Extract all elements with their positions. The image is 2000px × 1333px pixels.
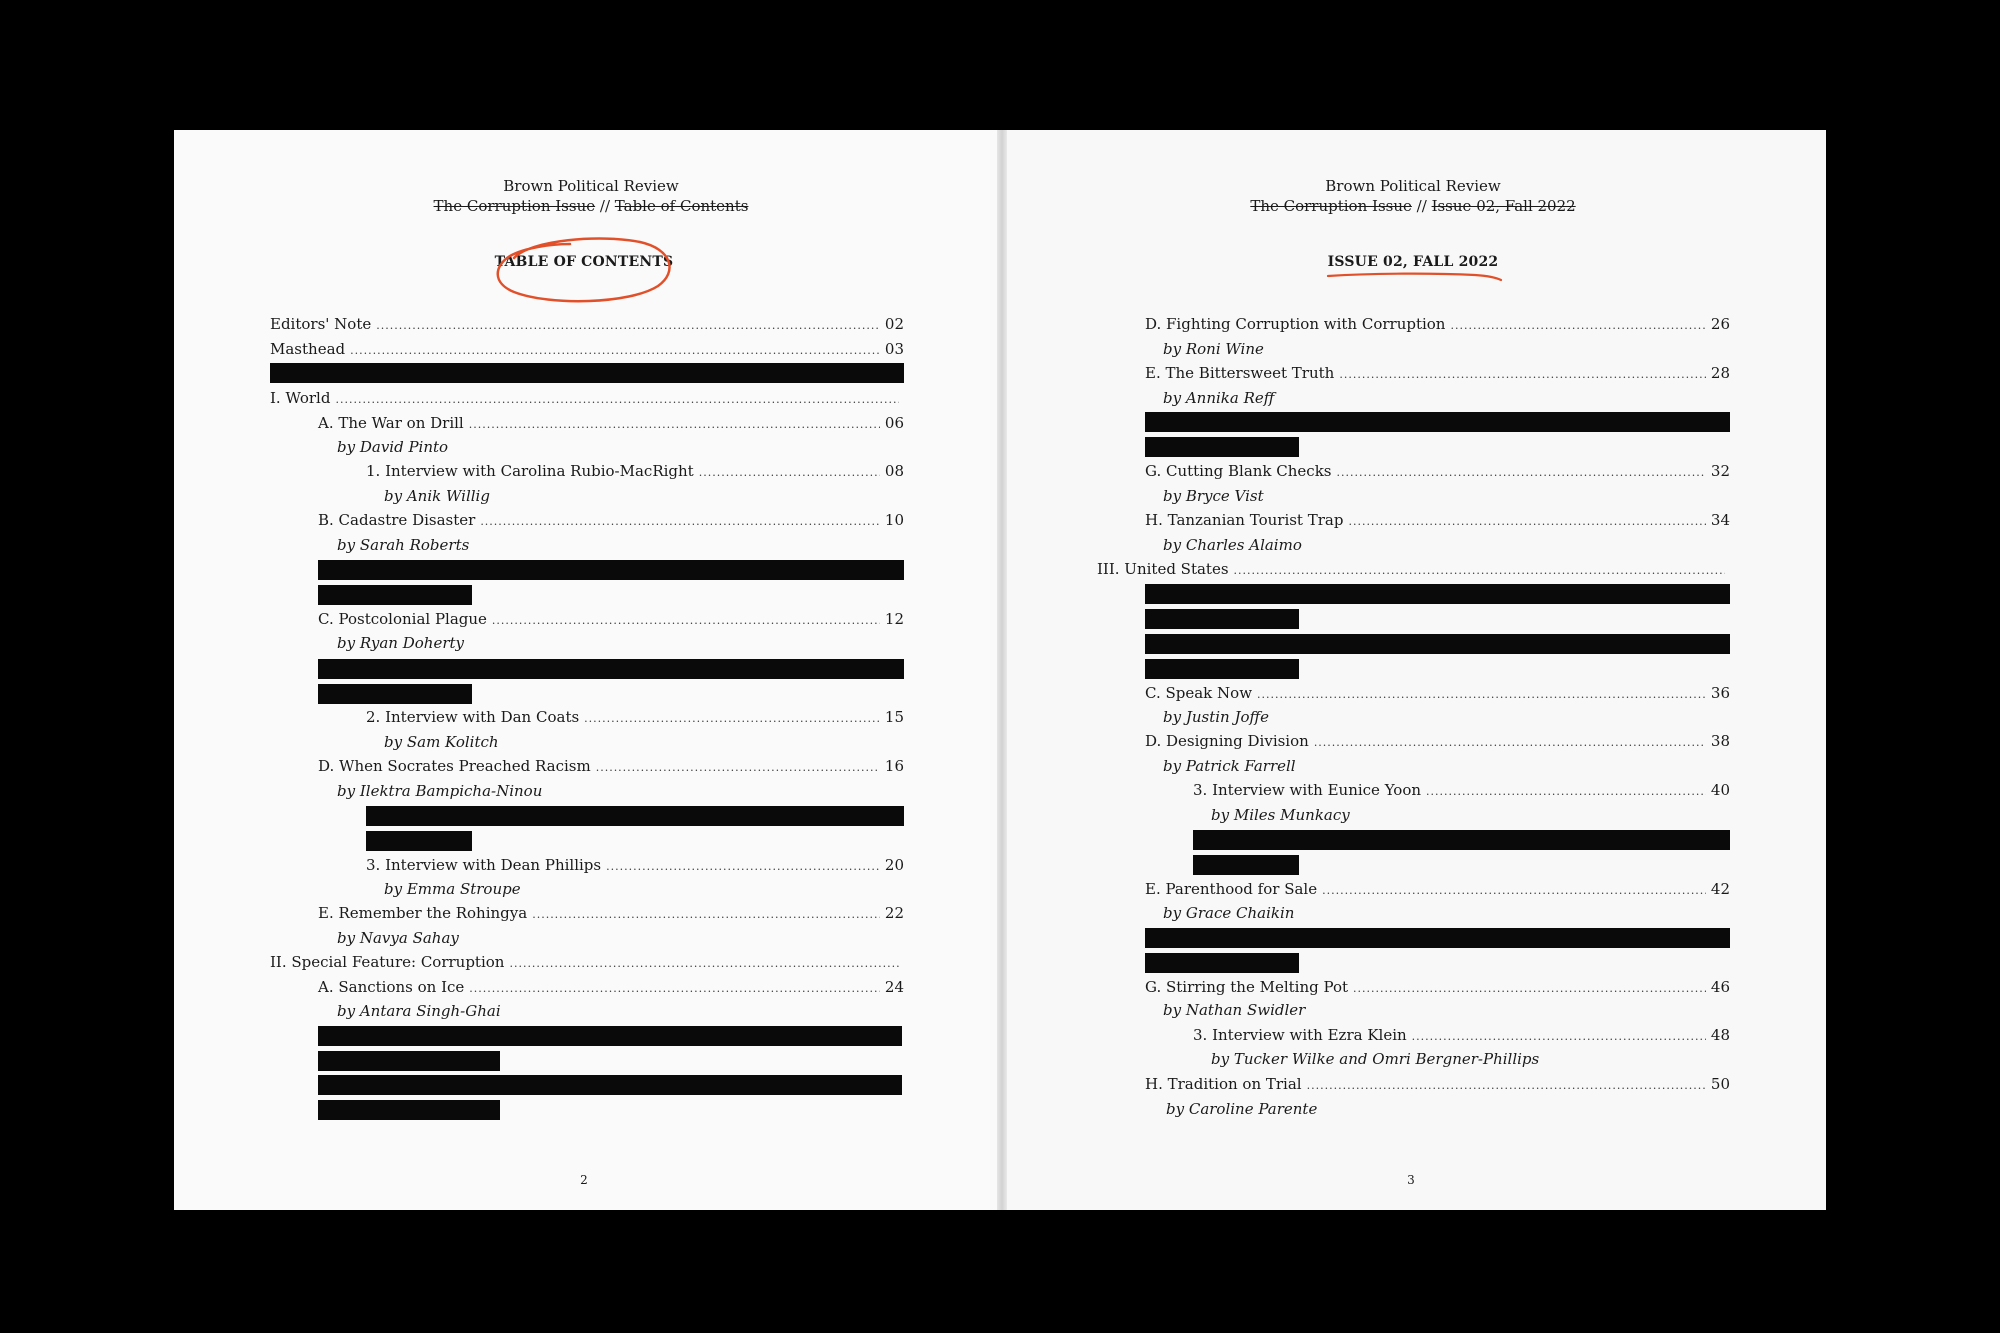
left-page-number: 2 xyxy=(580,1173,588,1187)
left-header-sep: // xyxy=(599,197,611,215)
redaction-bar xyxy=(1145,437,1299,457)
toc-entry-designing-division[interactable]: D. Designing Division ..... 38 xyxy=(1145,730,1730,752)
redaction-bar xyxy=(1145,412,1730,432)
author-byline: by Patrick Farrell xyxy=(1163,757,1296,775)
redaction-bar xyxy=(318,560,904,580)
redaction-bar xyxy=(1145,584,1730,604)
author-byline: by David Pinto xyxy=(337,438,449,456)
redaction-bar xyxy=(318,1100,500,1120)
redaction-bar xyxy=(1193,855,1299,875)
author-byline: by Bryce Vist xyxy=(1163,487,1264,505)
redaction-bar xyxy=(1145,928,1730,948)
toc-entry-sanctions[interactable]: A. Sanctions on Ice ..... 24 xyxy=(318,976,904,998)
author-byline: by Anik Willig xyxy=(384,487,490,505)
toc-entry-fighting-corruption[interactable]: D. Fighting Corruption with Corruption ..... 26 xyxy=(1145,313,1730,335)
toc-section-world[interactable]: I. World ..... xyxy=(270,387,904,409)
left-header-section: Table of Contents xyxy=(614,197,749,215)
redaction-bar xyxy=(318,585,472,605)
left-header-sub xyxy=(174,196,1008,216)
author-byline: by Roni Wine xyxy=(1163,340,1264,358)
redaction-bar xyxy=(318,1051,500,1071)
toc-entry-postcolonial[interactable]: C. Postcolonial Plague ..... 12 xyxy=(318,608,904,630)
toc-section-united-states[interactable]: III. United States ..... xyxy=(1097,558,1730,580)
right-header-sep: // xyxy=(1416,197,1427,215)
redaction-bar xyxy=(1145,659,1299,679)
toc-entry-rohingya[interactable]: E. Remember the Rohingya ..... 22 xyxy=(318,902,904,924)
author-byline: by Ryan Doherty xyxy=(337,634,464,652)
redaction-bar xyxy=(270,363,904,383)
toc-entry-interview-phillips[interactable]: 3. Interview with Dean Phillips ..... 20 xyxy=(366,854,904,876)
right-header xyxy=(1000,176,1826,216)
author-byline: by Grace Chaikin xyxy=(1163,904,1295,922)
redaction-bar xyxy=(1193,830,1730,850)
right-header-issue: The Corruption Issue xyxy=(1250,197,1412,215)
toc-entry-editors-note[interactable]: Editors' Note ..... 02 xyxy=(270,313,904,335)
author-byline: by Nathan Swidler xyxy=(1163,1001,1306,1019)
toc-entry-blank-checks[interactable]: G. Cutting Blank Checks ..... 32 xyxy=(1145,460,1730,482)
right-header-title: Brown Political Review xyxy=(1325,177,1501,195)
author-byline: by Sarah Roberts xyxy=(337,536,470,554)
redaction-bar xyxy=(366,831,472,851)
toc-entry-interview-yoon[interactable]: 3. Interview with Eunice Yoon ..... 40 xyxy=(1193,779,1730,801)
author-byline: by Miles Munkacy xyxy=(1211,806,1350,824)
redaction-bar xyxy=(318,1075,902,1095)
left-header-issue: The Corruption Issue xyxy=(433,197,596,215)
toc-entry-socrates[interactable]: D. When Socrates Preached Racism ..... 16 xyxy=(318,755,904,777)
author-byline: by Navya Sahay xyxy=(337,929,459,947)
redaction-bar xyxy=(318,1026,902,1046)
redaction-bar xyxy=(1145,953,1299,973)
redaction-bar xyxy=(318,659,904,679)
toc-entry-speak-now[interactable]: C. Speak Now ..... 36 xyxy=(1145,682,1730,704)
redaction-bar xyxy=(1145,634,1730,654)
toc-entry-interview-klein[interactable]: 3. Interview with Ezra Klein ..... 48 xyxy=(1193,1024,1730,1046)
toc-entry-parenthood[interactable]: E. Parenthood for Sale ..... 42 xyxy=(1145,878,1730,900)
right-header-sub xyxy=(1000,196,1826,216)
author-byline: by Charles Alaimo xyxy=(1163,536,1302,554)
toc-entry-melting-pot[interactable]: G. Stirring the Melting Pot ..... 46 xyxy=(1145,976,1730,998)
toc-entry-interview-coats[interactable]: 2. Interview with Dan Coats ..... 15 xyxy=(366,706,904,728)
right-page-number: 3 xyxy=(1407,1173,1415,1187)
toc-entry-masthead[interactable]: Masthead ..... 03 xyxy=(270,338,904,360)
toc-entry-tradition[interactable]: H. Tradition on Trial ..... 50 xyxy=(1145,1073,1730,1095)
author-byline: by Sam Kolitch xyxy=(384,733,499,751)
left-header xyxy=(174,176,1008,216)
author-byline: by Emma Stroupe xyxy=(384,880,521,898)
toc-entry-bittersweet[interactable]: E. The Bittersweet Truth ..... 28 xyxy=(1145,362,1730,384)
toc-section-special-feature[interactable]: II. Special Feature: Corruption ..... xyxy=(270,951,904,973)
toc-entry-interview-rubio[interactable]: 1. Interview with Carolina Rubio-MacRight ..... 08 xyxy=(366,460,904,482)
left-header-title: Brown Political Review xyxy=(503,177,679,195)
author-byline: by Ilektra Bampicha-Ninou xyxy=(337,782,543,800)
left-section-title: TABLE OF CONTENTS xyxy=(494,254,674,270)
toc-entry-tanzanian[interactable]: H. Tanzanian Tourist Trap ..... 34 xyxy=(1145,509,1730,531)
redaction-bar xyxy=(318,684,472,704)
redaction-bar xyxy=(1145,609,1299,629)
spine xyxy=(997,130,1007,1210)
author-byline: by Antara Singh-Ghai xyxy=(337,1002,501,1020)
author-byline: by Tucker Wilke and Omri Bergner-Phillips xyxy=(1211,1050,1540,1068)
red-underline-annotation xyxy=(1325,270,1505,284)
right-header-section: Issue 02, Fall 2022 xyxy=(1431,197,1576,215)
redaction-bar xyxy=(366,806,904,826)
red-circle-annotation xyxy=(490,228,680,308)
author-byline: by Annika Reff xyxy=(1163,389,1275,407)
right-section-title: ISSUE 02, FALL 2022 xyxy=(1327,254,1499,270)
toc-entry-cadastre[interactable]: B. Cadastre Disaster ..... 10 xyxy=(318,509,904,531)
toc-entry-war-on-drill[interactable]: A. The War on Drill ..... 06 xyxy=(318,412,904,434)
author-byline: by Caroline Parente xyxy=(1166,1100,1318,1118)
author-byline: by Justin Joffe xyxy=(1163,708,1270,726)
